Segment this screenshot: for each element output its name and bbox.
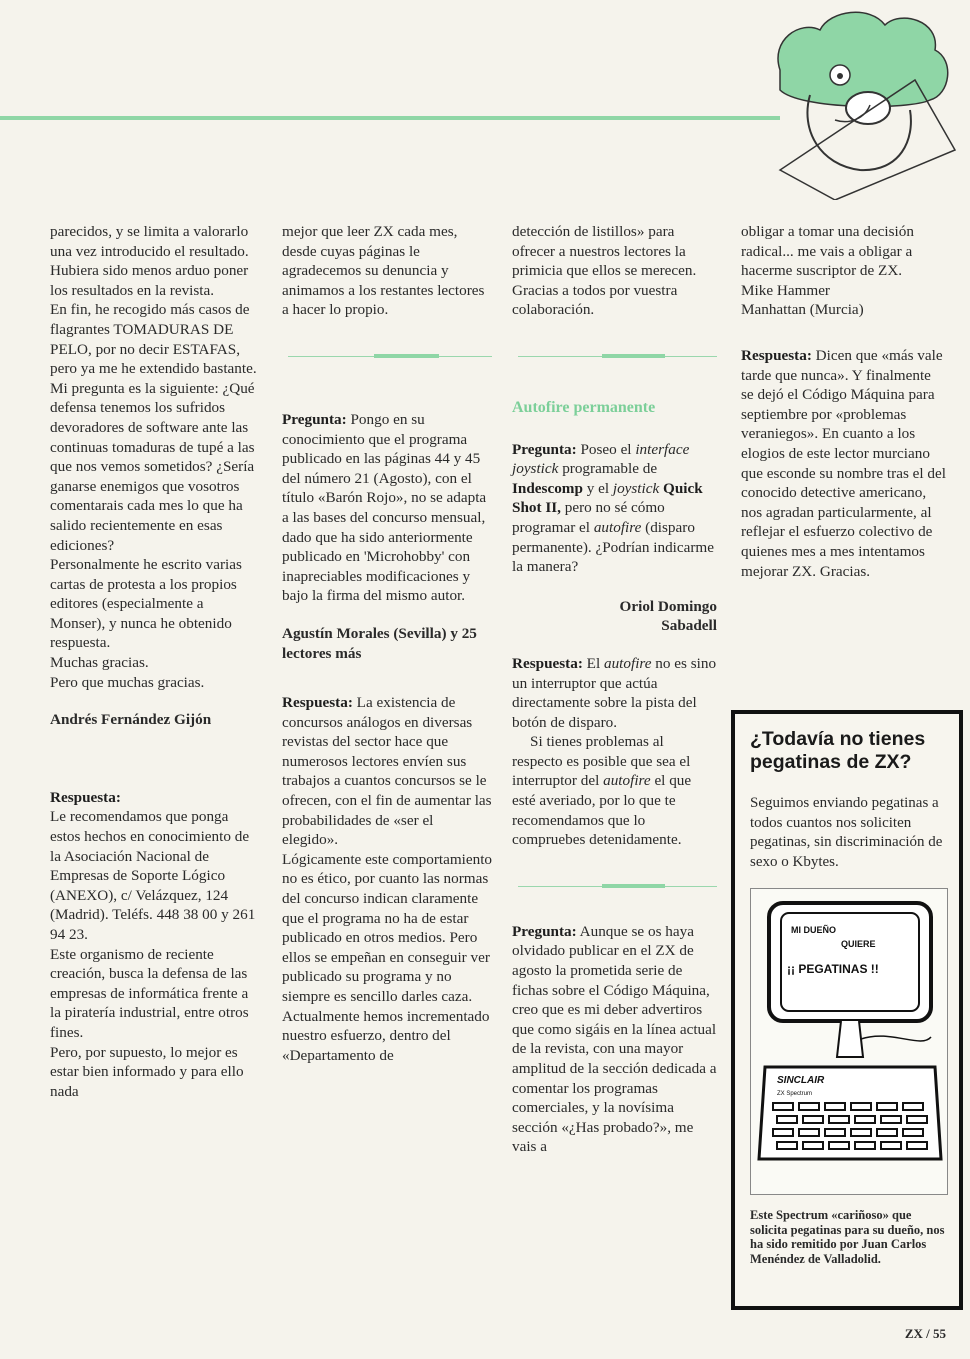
answer-paragraph: Respuesta: El autofire no es sino un interruptor que actúa directamente sobre la pista del botón de disparo. xyxy=(512,654,717,731)
letter-signature: Oriol Domingo xyxy=(619,597,717,615)
screen-text: QUIERE xyxy=(841,939,876,950)
spectrum-cartoon-illustration xyxy=(750,888,948,1195)
screen-text: MI DUEÑO xyxy=(791,925,836,936)
answer-paragraph: Respuesta: La existencia de concursos análogos en diversas revistas del sector hace que numerosos lectores envíen sus trabajos a cuantos concursos se le ofrecen, con el fin de aumentar las probabilidades de «ser el elegido». xyxy=(282,694,492,849)
letter-paragraph: Muchas gracias. xyxy=(50,654,149,672)
answer-paragraph: Actualmente hemos incrementado nuestro esfuerzo, dentro del «Departamento de xyxy=(282,1007,490,1064)
letter-paragraph: obligar a tomar una decisión radical... me vais a obligar a hacerme suscriptor de ZX. xyxy=(741,223,914,280)
keyboard-brand: SINCLAIR xyxy=(777,1075,825,1087)
section-divider xyxy=(518,354,717,358)
section-divider xyxy=(518,884,717,888)
question-paragraph: Pregunta: Aunque se os haya olvidado publicar en el ZX de agosto la prometida serie de fichas sobre el Código Máquina, creo que es mi deber advertiros que como sigáis en la línea actual de la revista, con una mayor amplitud de la sección dedicada a comentar los programas comerciales, y la novísima sección «¿Has probado?», me vais a xyxy=(512,922,717,1156)
stickers-box xyxy=(731,710,963,1310)
answer-paragraph: Si tienes problemas al respecto es posible que sea el interruptor del autofire el que esté averiado, por lo que te recomendamos que lo compruebes detenidamente. xyxy=(512,733,692,849)
keyboard-model: ZX Spectrum xyxy=(777,1091,813,1098)
letter-signature: Mike Hammer xyxy=(741,281,830,299)
letter-paragraph: En fin, he recogido más casos de flagrantes TOMADURAS DE PELO, por no decir ESTAFAS, pero ya me he extendido bastante. xyxy=(50,301,257,378)
answer-paragraph: Este organismo de reciente creación, busca la defensa de las empresas de informática frente a la piratería industrial, entre otros fines. xyxy=(50,945,249,1041)
letter-paragraph: Pero que muchas gracias. xyxy=(50,673,205,691)
reader-mascot-illustration xyxy=(740,0,970,200)
column-2 xyxy=(282,222,492,1065)
letter-signature-city: Sabadell xyxy=(661,617,717,635)
answer-paragraph: mejor que leer ZX cada mes, desde cuyas páginas le agradecemos su denuncia y animamos a los restantes lectores a hacer lo propio. xyxy=(282,223,485,319)
header-rule xyxy=(0,116,780,120)
column-4 xyxy=(741,222,946,581)
box-title: ¿Todavía no tienes pegatinas de ZX? xyxy=(750,728,926,773)
letter-paragraph: parecidos, y se limita a valorarlo una vez introducido el resultado. Hubiera sido menos arduo poner los resultados en la revista. xyxy=(50,223,249,299)
answer-paragraph: Pero, por supuesto, lo mejor es estar bien informado y para ello nada xyxy=(50,1043,244,1100)
letter-paragraph: Mi pregunta es la siguiente: ¿Qué defensa tenemos los sufridos devoradores de software ante las continuas tomaduras de tupé a las que nos vemos sometidos? ¿Sería ganarse enemigos que vosotros comentarais cada mes lo que ha salido recientemente en esas ediciones? xyxy=(50,379,255,554)
column-1 xyxy=(50,222,260,1101)
answer-label: Respuesta: xyxy=(282,694,353,712)
box-body: Seguimos enviando pegatinas a todos cuantos nos soliciten pegatinas, sin discriminación de sexo o Kbytes. xyxy=(750,795,943,870)
question-paragraph: Pregunta: Pongo en su conocimiento que el programa publicado en las páginas 44 y 45 del número 21 (Agosto), con el título «Barón Rojo», no se adapta a las bases del concurso mensual, dado que ha sido anteriormente publicado en 'Microhobby' con inapreciables modificaciones y bajo la firma del mismo autor. xyxy=(282,410,487,605)
letter-signature: Andrés Fernández Gijón xyxy=(50,711,212,729)
section-heading: Autofire permanente xyxy=(512,398,656,416)
illustration-caption: Este Spectrum «cariñoso» que solicita pegatinas para su dueño, nos ha sido remitido por Juan Carlos Menéndez de Valladolid. xyxy=(750,1208,945,1266)
question-label: Pregunta: xyxy=(282,410,347,428)
letter-signature-city: Manhattan (Murcia) xyxy=(741,301,864,319)
answer-paragraph: Le recomendamos que ponga estos hechos en conocimiento de la Asociación Nacional de Empresas de Soporte Lógico (ANEXO), c/ Velázquez, 124 (Madrid). Teléfs. 448 38 00 y 261 94 23. xyxy=(50,808,256,943)
column-3 xyxy=(512,222,717,1157)
answer-paragraph: Lógicamente este comportamiento no es ético, por cuanto las normas del concurso indican claramente que el programa no ha de estar publicado en otros medios. Pero ellos se empeñan en conseguir ver publicado su programa y no siempre es sencillo darles caza. xyxy=(282,850,493,1005)
question-paragraph: Pregunta: Poseo el interface joystick programable de Indescomp y el joystick Quick Shot II, pero no sé cómo programar el autofire (disparo permanente). ¿Podrían indicarme la manera? xyxy=(512,440,714,576)
page-folio: ZX / 55 xyxy=(904,1326,946,1341)
section-divider xyxy=(288,354,492,358)
answer-paragraph: Respuesta: Dicen que «más vale tarde que nunca». Y finalmente se dejó el Código Máquina para septiembre por «problemas veraniegos». En cuanto a los elogios de este lector murciano que esconde su nombre tras el del conocido detective americano, nos agradan particularmente, al reflejar el esfuerzo colectivo de quienes mes a mes intentamos mejorar ZX. Gracias. xyxy=(741,346,946,580)
letter-signature: Agustín Morales (Sevilla) y 25 lectores más xyxy=(282,624,477,662)
letter-paragraph: Personalmente he escrito varias cartas de protesta a los propios editores (especialmente a Monser), y nunca he obtenido respuesta. xyxy=(50,556,242,652)
screen-text: ¡¡ PEGATINAS !! xyxy=(787,962,879,977)
answer-paragraph: detección de listillos» para ofrecer a nuestros lectores la primicia que ellos se merecen. Gracias a todos por vuestra colaboración. xyxy=(512,223,697,319)
answer-label: Respuesta: xyxy=(50,788,121,806)
